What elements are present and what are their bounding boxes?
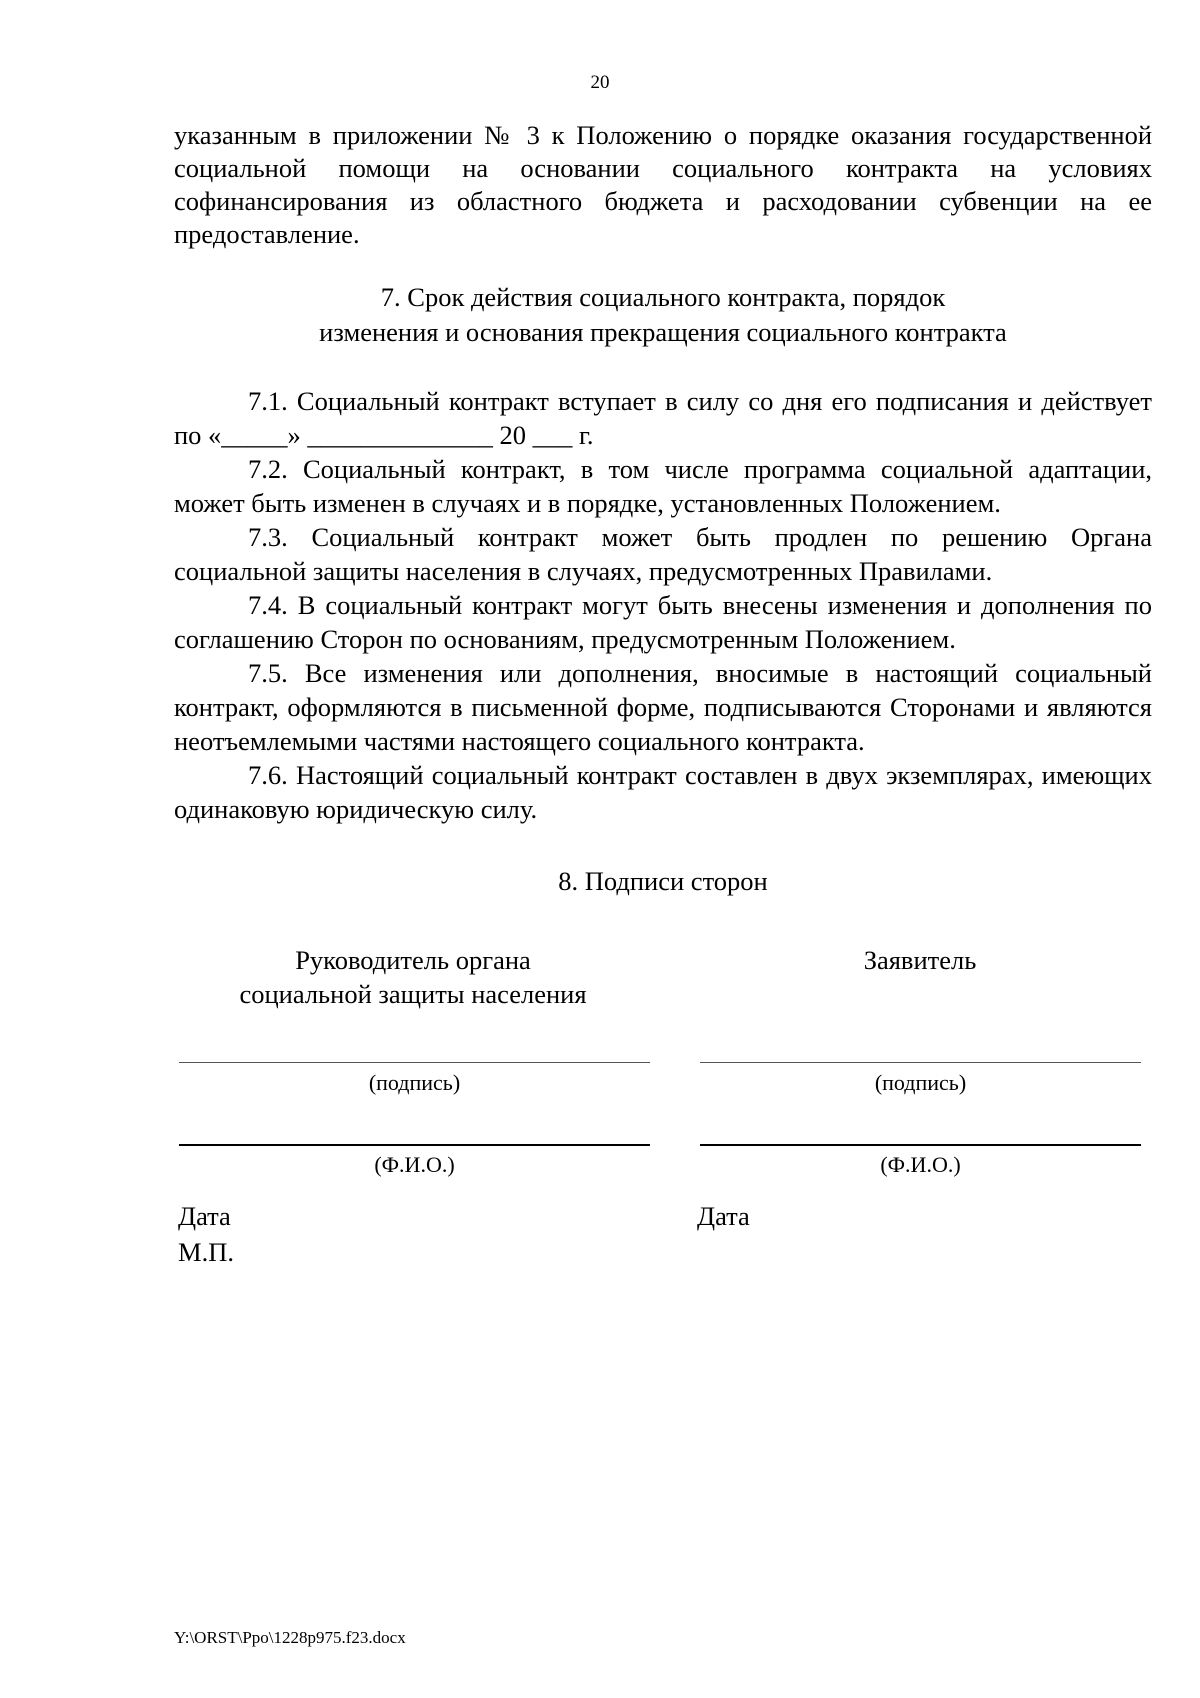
footer-file-path: Y:\ORST\Ppo\1228p975.f23.docx bbox=[174, 1628, 406, 1647]
applicant-signature-caption: (подпись) bbox=[874, 1070, 967, 1095]
page-number: 20 bbox=[590, 72, 610, 93]
authority-signatory-title bbox=[174, 943, 652, 1011]
authority-date-label: Дата bbox=[178, 1201, 231, 1231]
section-7-heading bbox=[174, 280, 1152, 350]
applicant-name-caption: (Ф.И.О.) bbox=[880, 1152, 961, 1177]
section-7-heading-line-1: 7. Срок действия социального контракта, порядок bbox=[380, 282, 946, 312]
section-7-heading-line-2: изменения и основания прекращения социального контракта bbox=[319, 317, 1007, 347]
clause-7-1: 7.1. Социальный контракт вступает в силу со дня его подписания и действует по «_____» ______________ 20 ___ г. bbox=[174, 386, 1152, 450]
authority-name-line bbox=[179, 1144, 650, 1146]
applicant-signature-line bbox=[700, 1062, 1141, 1063]
clause-7-3: 7.3. Социальный контракт может быть продлен по решению Органа социальной защиты населения в случаях, предусмотренных Правилами. bbox=[174, 522, 1152, 586]
authority-title-line-2: социальной защиты населения bbox=[239, 979, 587, 1009]
intro-block bbox=[174, 119, 1152, 251]
authority-signature-line bbox=[179, 1062, 650, 1063]
clause-7-2: 7.2. Социальный контракт, в том числе программа социальной адаптации, может быть изменен в случаях и в порядке, установленных Положением. bbox=[174, 454, 1152, 518]
authority-name-caption: (Ф.И.О.) bbox=[374, 1152, 455, 1177]
applicant-date-label: Дата bbox=[697, 1201, 750, 1231]
stamp-label: М.П. bbox=[178, 1237, 234, 1267]
clause-7-5: 7.5. Все изменения или дополнения, вносимые в настоящий социальный контракт, оформляются в письменной форме, подписываются Сторонами и являются неотъемлемыми частями настоящего социального контракта. bbox=[174, 658, 1152, 756]
section-8-heading: 8. Подписи сторон bbox=[558, 866, 768, 896]
applicant-name-line bbox=[700, 1144, 1141, 1146]
intro-paragraph: указанным в приложении № 3 к Положению о порядке оказания государственной социальной помощи на основании социального контракта на условиях софинансирования из областного бюджета и расходовании субвенции на ее предоставление. bbox=[174, 120, 1152, 249]
clause-7-6: 7.6. Настоящий социальный контракт составлен в двух экземплярах, имеющих одинаковую юридическую силу. bbox=[174, 760, 1152, 824]
applicant-signatory-title: Заявитель bbox=[863, 945, 977, 975]
authority-title-line-1: Руководитель органа bbox=[295, 945, 531, 975]
clause-7-4: 7.4. В социальный контракт могут быть внесены изменения и дополнения по соглашению Сторон по основаниям, предусмотренным Положением. bbox=[174, 590, 1152, 654]
section-7-body bbox=[174, 384, 1152, 826]
authority-signature-caption: (подпись) bbox=[368, 1070, 461, 1095]
